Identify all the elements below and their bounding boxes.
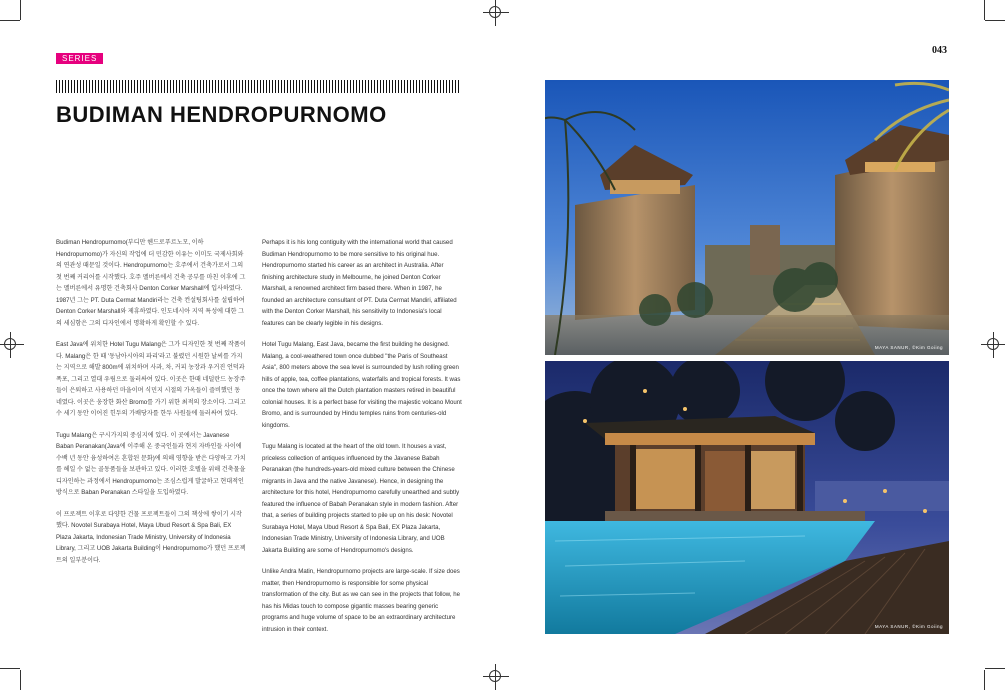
korean-paragraph: Tugu Malang은 구시가지의 중심지에 있다. 이 곳에서는 Javanese Baban Peranakan(Java에 이주해 온 중국인들과 현지 자바인들 사이에 수백 년 동안 융성하여온 혼합된 문화)에 의해 영향을 받은 다양하고 가치를 헤일 수 없는 골동품들을 보관하고 있다. 이러한 호텔을 위해 건축물을 디자인하는 과정에서 Hendropurnomo는 조심스럽게 발굴하고 현대적인 방식으로 Baban Peranakan 스타일을 도입하였다. bbox=[56, 431, 246, 496]
resort-exterior-photo bbox=[545, 80, 949, 355]
registration-mark bbox=[981, 332, 1005, 358]
crop-mark bbox=[984, 0, 985, 20]
korean-paragraph: Budiman Hendropurnomo(부디만 헨드로푸르노모, 이하 Hendropurnomo)가 자신의 작업에 더 민감한 이유는 이미도 국제사회와의 연관성 때문일 것이다. Hendropurnomo는 호주에서 건축가로서 그의 첫 번째 커리어를 시작했다. 호주 멜버른에서 건축 공부를 마친 이후에 그는 멜버른에서 유명한 건축회사 Denton Corker Marshall에 입사하였다. 1987년 그는 PT. Duta Cermat Mandiri라는 건축 컨설팅회사를 설립하여 Denton Corker Marshall와 제휴하였다. 인도네시아 지역 특성에 대한 그의 세심함은 그의 디자인에서 명확하게 확인할 수 있다. bbox=[56, 239, 246, 327]
crop-mark bbox=[20, 670, 21, 690]
english-paragraph: Tugu Malang is located at the heart of the old town. It houses a vast, priceless collection of antiques influenced by the Javanese Babah Peranakan (the hundreds-years-old mixed culture between the Chinese migrants in Java and the native Javanese). Hence, in designing the architecture for this hotel, Hendropurnomo carefully unearthed and subtly featured the influence of Babah Peranakan style in modern fashion. After that, a series of building projects started to pile up on his desk: Novotel Surabaya Hotel, Maya Ubud Resort & Spa Bali, EX Plaza Jakarta, Indonesian Trade Ministry, University of Indonesia Library, and UOB Jakarta Building are some of Hendropurnomo's designs. bbox=[262, 443, 460, 554]
crop-mark bbox=[985, 20, 1005, 21]
hatch-bar bbox=[56, 80, 460, 93]
crop-mark bbox=[0, 668, 20, 669]
crop-mark bbox=[984, 670, 985, 690]
korean-paragraph: 이 프로젝트 이후로 다양한 건물 프로젝트들이 그의 책상에 쌓이기 시작했다. Novotel Surabaya Hotel, Maya Ubud Resort & Spa Bali, EX Plaza Jakarta, Indonesian Trade Ministry, University of Indonesia Library, 그리고 UOB Jakarta Building이 Hendropurnomo가 했던 프로젝트의 일부분이다. bbox=[56, 510, 246, 564]
english-text-column bbox=[262, 237, 462, 645]
photo-credit: MAYA SANUR, ©Kim Goiing bbox=[874, 624, 943, 629]
english-paragraph: Hotel Tugu Malang, East Java, became the first building he designed. Malang, a cool-weathered town once dubbed "the Paris of Southeast Asia", 800 meters above the sea level is surrounded by lush rolling green hills of apple, tea, coffee plantations, waterfalls and tropical forests. It was once the town where all the Dutch plantation masters retired in beautiful colonial houses. It is a perfect base for visiting the majestic volcano Mount Bromo, and is surrounded by Hindu temples ruins from centuries-old kingdoms. bbox=[262, 341, 462, 429]
pool-pavilion-photo bbox=[545, 361, 949, 634]
registration-mark bbox=[0, 332, 24, 358]
korean-text-column bbox=[56, 237, 246, 576]
crop-mark bbox=[20, 0, 21, 20]
registration-mark bbox=[483, 664, 509, 690]
section-tag: SERIES bbox=[56, 53, 103, 64]
crop-mark bbox=[985, 668, 1005, 669]
registration-mark bbox=[483, 0, 509, 26]
crop-mark bbox=[0, 20, 20, 21]
korean-paragraph: East Java에 위치한 Hotel Tugu Malang은 그가 디자인한 첫 번째 작품이다. Malang은 한 때 '동남아시아의 파리'라고 불렸던 시원한 날씨를 가지는 지역으로 해발 800m에 위치하며 사과, 차, 커피 농장과 우거진 언덕과 폭포, 그리고 열대 우림으로 둘러싸여 있다. 이곳은 한때 네덜란드 농장주들이 은퇴하고 사용하던 마을이며 식민지 시절의 가옥들이 즐비했던 동네였다. 이곳은 웅장한 화산 Bromo를 가기 위한 최적의 장소이다. 그리고 수 세기 동안 이어진 힌두의 가배당자를 한두 사원들에 둘러싸여 있다. bbox=[56, 341, 246, 417]
english-paragraph: Unlike Andra Matin, Hendropurnomo projects are large-scale. If size does matter, then Hendropurnomo is responsible for some physical transformation of the city. But as we can see in the projects that follow, he has his Midas touch to compose gigantic masses bearing generic programs and huge volume of space to be an extraordinary architecture intrusion in their context. bbox=[262, 568, 461, 633]
page-number: 043 bbox=[932, 45, 947, 56]
english-paragraph: Perhaps it is his long contiguity with the international world that caused Budiman Hendropurnomo to be more sensitive to his original hue. Hendropurnomo started his career as an architect in Australia. After finishing architecture study in Melbourne, he joined Denton Corker Marshall, a renowned architect firm based there. When in 1987, he founded an architecture consultant of PT. Duta Cermat Mandiri, affiliated with the Denton Corker Marshall, his sensitivity to Indonesia's local features can be clearly legible in his designs. bbox=[262, 239, 457, 327]
photo-credit: MAYA SANUR, ©Kim Goiing bbox=[874, 345, 943, 350]
article-title: BUDIMAN HENDROPURNOMO bbox=[56, 102, 387, 127]
